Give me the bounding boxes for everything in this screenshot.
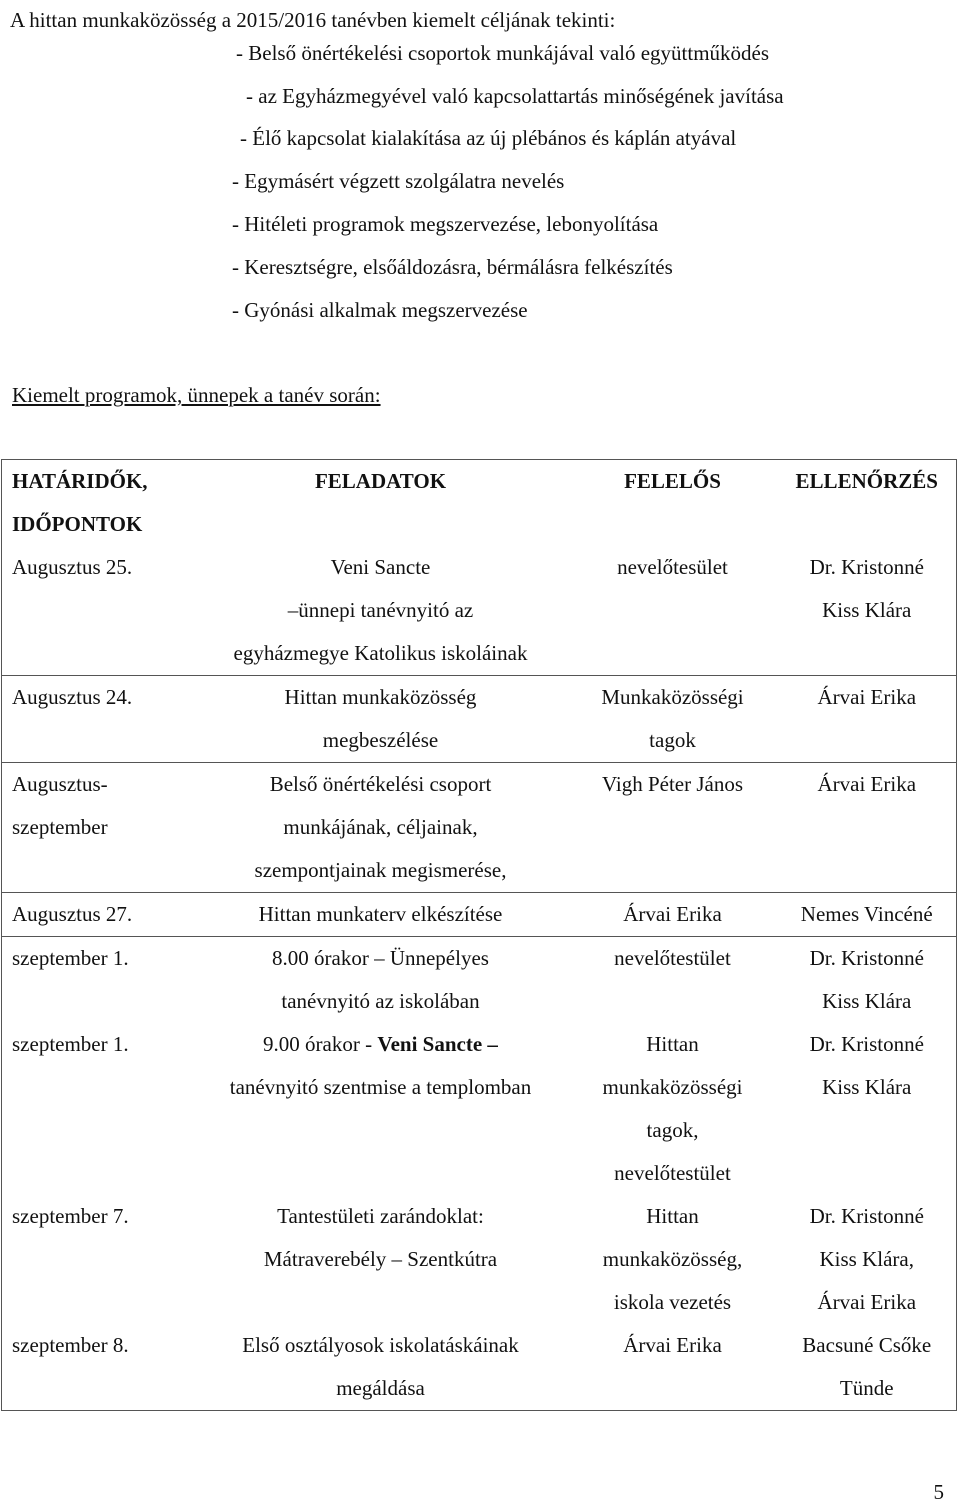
cell-responsible: nevelőtesület xyxy=(568,546,768,676)
table-row xyxy=(2,546,957,676)
table-row xyxy=(2,937,957,1024)
cell-date: szeptember 1. xyxy=(2,1023,184,1195)
goal-item: - Gyónási alkalmak megszervezése xyxy=(232,298,528,322)
cell-task: Első osztályosok iskolatáskáinak megáldása xyxy=(184,1324,568,1411)
cell-date: szeptember 1. xyxy=(2,937,184,1024)
goal-item: - Hitéleti programok megszervezése, lebonyolítása xyxy=(232,212,659,236)
cell-responsible: Vigh Péter János xyxy=(568,763,768,893)
cell-control: Nemes Vincéné xyxy=(768,893,957,937)
cell-date: Augusztus 27. xyxy=(2,893,184,937)
cell-control: Bacsuné Csőke Tünde xyxy=(768,1324,957,1411)
header-responsible: FELELŐS xyxy=(568,460,768,547)
table-row xyxy=(2,763,957,893)
goal-item: - Élő kapcsolat kialakítása az új plébános és káplán atyával xyxy=(240,126,737,150)
table-row xyxy=(2,1195,957,1324)
cell-date: Augusztus- szeptember xyxy=(2,763,184,893)
cell-task: 9.00 órakor - Veni Sancte – tanévnyitó szentmise a templomban xyxy=(229,1032,532,1099)
cell-task: Hittan munkaközösség megbeszélése xyxy=(184,676,568,763)
cell-responsible: Árvai Erika xyxy=(568,893,768,937)
cell-date: Augusztus 24. xyxy=(2,676,184,763)
header-tasks: FELADATOK xyxy=(184,460,568,547)
intro-title: A hittan munkaközösség a 2015/2016 tanévben kiemelt céljának tekinti: xyxy=(10,8,616,32)
goal-item: - Egymásért végzett szolgálatra nevelés xyxy=(232,169,565,193)
header-control: ELLENŐRZÉS xyxy=(768,460,957,547)
cell-task: Hittan munkaterv elkészítése xyxy=(184,893,568,937)
cell-control: Árvai Erika xyxy=(768,763,957,893)
cell-date: szeptember 7. xyxy=(2,1195,184,1324)
cell-task: 8.00 órakor – Ünnepélyes tanévnyitó az iskolában xyxy=(272,946,489,1013)
goal-item: - Belső önértékelési csoportok munkájával való együttműködés xyxy=(236,41,770,65)
cell-responsible: Hittan munkaközösség, iskola vezetés xyxy=(602,1204,743,1314)
header-deadlines: HATÁRIDŐK, IDŐPONTOK xyxy=(2,460,184,547)
cell-control: Dr. Kristonné Kiss Klára xyxy=(768,546,957,676)
cell-control: Árvai Erika xyxy=(768,676,957,763)
cell-responsible: Hittan munkaközösségi tagok, nevelőtestület xyxy=(602,1032,743,1185)
cell-date: Augusztus 25. xyxy=(2,546,184,676)
cell-control: Dr. Kristonné Kiss Klára xyxy=(768,937,957,1024)
cell-control: Dr. Kristonné Kiss Klára xyxy=(768,1023,957,1195)
cell-task: Veni Sancte –ünnepi tanévnyitó az egyházmegye Katolikus iskoláinak xyxy=(184,546,568,676)
programs-heading: Kiemelt programok, ünnepek a tanév során: xyxy=(12,383,381,407)
table-row xyxy=(2,1023,957,1195)
goal-item: - az Egyházmegyével való kapcsolattartás minőségének javítása xyxy=(246,84,784,108)
cell-responsible: Munkaközösségi tagok xyxy=(568,676,768,763)
table-header-row xyxy=(2,460,957,547)
table-row xyxy=(2,1324,957,1411)
cell-task: Belső önértékelési csoport munkájának, céljainak, szempontjainak megismerése, xyxy=(184,763,568,893)
cell-control: Dr. Kristonné Kiss Klára, Árvai Erika xyxy=(768,1195,957,1324)
page-number: 5 xyxy=(933,1480,944,1504)
goal-item: - Keresztségre, elsőáldozásra, bérmálásra felkészítés xyxy=(232,255,673,279)
cell-responsible: nevelőtestület xyxy=(614,946,731,970)
cell-date: szeptember 8. xyxy=(2,1324,184,1411)
table-row xyxy=(2,676,957,763)
schedule-table xyxy=(1,459,957,1411)
cell-responsible: Árvai Erika xyxy=(568,1324,768,1411)
cell-task: Tantestületi zarándoklat: Mátraverebély – Szentkútra xyxy=(263,1204,498,1271)
table-row xyxy=(2,893,957,937)
